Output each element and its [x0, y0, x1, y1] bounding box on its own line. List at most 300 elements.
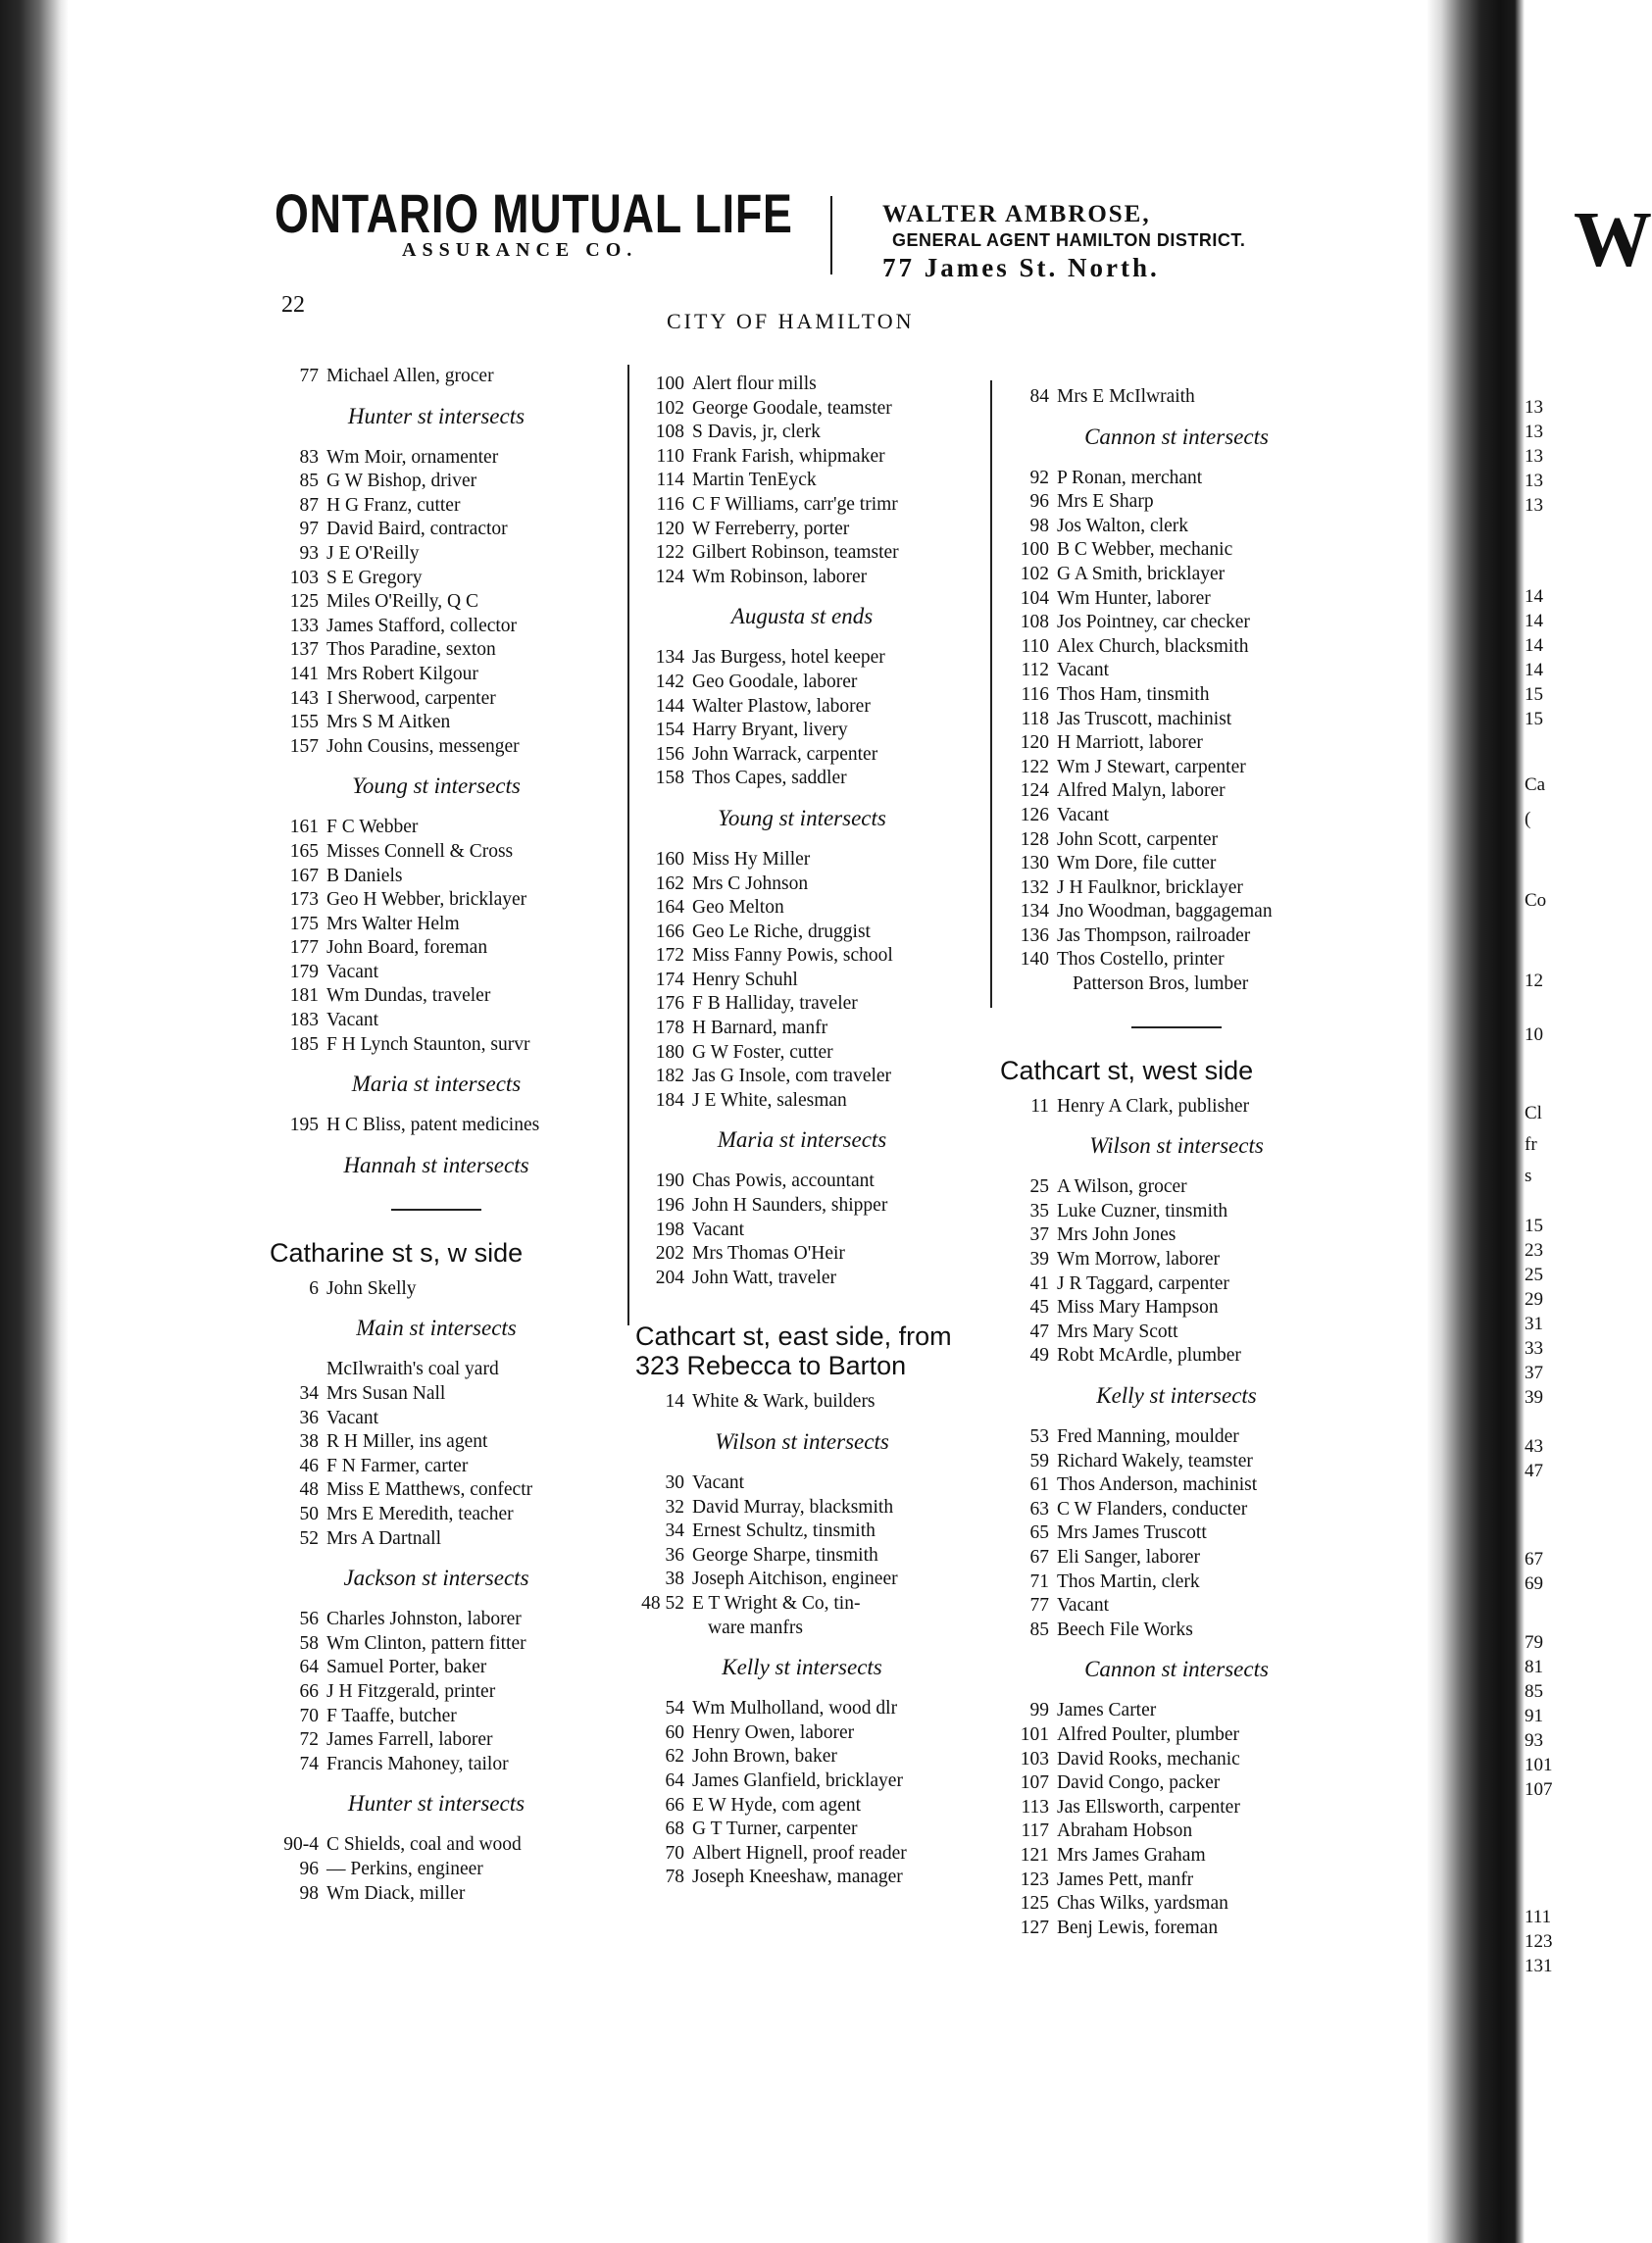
directory-entry [270, 1527, 603, 1552]
directory-entry [635, 541, 969, 566]
directory-entry [635, 1842, 969, 1867]
advert-title: ONTARIO MUTUAL LIFE [275, 182, 793, 244]
directory-entry [1000, 1498, 1353, 1522]
resident-name: Vacant [1057, 660, 1110, 681]
house-number: 65 [1029, 1522, 1049, 1544]
resident-name: Abraham Hobson [1057, 1820, 1193, 1842]
resident-name: David Congo, packer [1057, 1772, 1221, 1794]
directory-entry [635, 969, 969, 993]
house-number: 164 [655, 897, 684, 919]
house-number: 6 [309, 1277, 319, 1299]
resident-name: Chas Powis, accountant [692, 1171, 875, 1192]
house-number: 87 [299, 494, 319, 516]
house-number: 34 [299, 1383, 319, 1405]
directory-entry [270, 365, 603, 389]
resident-name: J E White, salesman [692, 1089, 847, 1111]
directory-entry [270, 663, 603, 687]
house-number: 177 [289, 937, 319, 959]
directory-entry [635, 1089, 969, 1114]
adjacent-page-text: Ca [1525, 774, 1546, 795]
directory-entry [270, 840, 603, 865]
house-number: 32 [665, 1496, 684, 1518]
house-number: 68 [665, 1819, 684, 1840]
resident-name: Geo Le Riche, druggist [692, 921, 871, 942]
directory-entry [635, 1242, 969, 1267]
house-number: 154 [655, 720, 684, 741]
directory-entry [270, 1114, 603, 1138]
street-heading: Cathcart st, west side [1000, 1055, 1254, 1085]
directory-entry [270, 735, 603, 760]
resident-name: Fred Manning, moulder [1057, 1426, 1239, 1447]
house-number: 100 [1020, 539, 1049, 561]
directory-entry [1000, 948, 1353, 972]
adjacent-page-text: 131 [1525, 1956, 1553, 1976]
house-number: 110 [656, 445, 684, 467]
spacer [635, 1290, 969, 1314]
adjacent-page-text: 15 [1525, 684, 1543, 705]
directory-entry [1000, 1450, 1353, 1474]
house-number: 77 [299, 366, 319, 386]
directory-entry [1000, 683, 1353, 708]
resident-name: Henry Owen, laborer [692, 1721, 855, 1743]
house-number: 142 [655, 671, 684, 692]
resident-name: Thos Paradine, sexton [326, 639, 496, 661]
house-number: 133 [289, 615, 319, 636]
directory-entry [1000, 467, 1353, 491]
directory-entry [1000, 1344, 1353, 1369]
resident-name: Richard Wakely, teamster [1057, 1450, 1253, 1471]
resident-name: Benj Lewis, foreman [1057, 1917, 1219, 1938]
resident-name: H C Bliss, patent medicines [326, 1115, 540, 1136]
directory-entry [1000, 852, 1353, 876]
house-number: 118 [1021, 708, 1049, 729]
directory-entry [635, 1592, 969, 1617]
intersection-heading: Young st intersects [718, 805, 886, 830]
directory-entry [635, 1818, 969, 1842]
directory-entry [635, 671, 969, 695]
house-number: 122 [1020, 756, 1049, 777]
directory-entry [270, 936, 603, 961]
directory-entry [1000, 563, 1353, 587]
house-number: 165 [289, 840, 319, 862]
adjacent-page-text: 43 [1525, 1436, 1543, 1457]
directory-entry [1000, 611, 1353, 635]
house-number: 134 [1020, 901, 1049, 922]
directory-entry [635, 646, 969, 671]
resident-name: Mrs Susan Nall [326, 1383, 446, 1405]
directory-entry [635, 1769, 969, 1794]
directory-entry [1000, 1619, 1353, 1643]
directory-entry [270, 1728, 603, 1753]
house-number: 52 [299, 1527, 319, 1549]
intersection-heading: Maria st intersects [717, 1127, 887, 1153]
directory-entry [1000, 1272, 1353, 1297]
house-number: 173 [289, 889, 319, 911]
house-number: 64 [665, 1769, 684, 1791]
directory-entry [635, 397, 969, 422]
house-number: 49 [1029, 1345, 1049, 1367]
intersection-heading: Main st intersects [356, 1316, 517, 1341]
house-number: 93 [299, 542, 319, 564]
adjacent-page-text: 67 [1525, 1549, 1543, 1570]
directory-entry [635, 1471, 969, 1496]
directory-entry [1000, 538, 1353, 563]
resident-name: Samuel Porter, baker [326, 1657, 487, 1678]
resident-name: Mrs John Jones [1057, 1224, 1176, 1246]
directory-entry [270, 567, 603, 591]
house-number: 125 [1020, 1893, 1049, 1915]
adjacent-page-text: 47 [1525, 1461, 1543, 1481]
adjacent-page-text: 107 [1525, 1779, 1553, 1800]
directory-entry [270, 1608, 603, 1632]
house-number: 101 [1020, 1723, 1049, 1745]
house-number: 92 [1029, 467, 1049, 488]
house-number: 54 [665, 1698, 684, 1720]
house-number: 46 [299, 1455, 319, 1476]
adjacent-page-text: 25 [1525, 1265, 1543, 1285]
adjacent-page-text: 14 [1525, 660, 1543, 680]
adjacent-page-text: 33 [1525, 1338, 1543, 1359]
directory-entry [1000, 1521, 1353, 1546]
resident-name: F H Lynch Staunton, survr [326, 1033, 530, 1055]
resident-name: I Sherwood, carpenter [326, 687, 496, 709]
resident-name: John Warrack, carpenter [692, 743, 878, 765]
section-rule [1131, 1026, 1222, 1028]
directory-entry [1000, 876, 1353, 901]
house-number: 107 [1020, 1772, 1049, 1794]
intersection-heading: Hunter st intersects [347, 403, 526, 428]
resident-name: John Skelly [326, 1277, 417, 1299]
house-number: 41 [1029, 1272, 1049, 1294]
directory-entry [1000, 731, 1353, 756]
directory-entry [635, 1745, 969, 1769]
house-number: 72 [299, 1729, 319, 1751]
house-number: 67 [1029, 1546, 1049, 1568]
directory-entry [270, 984, 603, 1009]
resident-name: Jos Pointney, car checker [1057, 612, 1250, 633]
house-number: 181 [289, 985, 319, 1007]
resident-name: Mrs A Dartnall [326, 1527, 441, 1549]
house-number: 202 [655, 1243, 684, 1265]
directory-entry [1000, 1296, 1353, 1321]
resident-name: J H Fitzgerald, printer [326, 1680, 496, 1702]
directory-entry [635, 848, 969, 872]
resident-name: Thos Costello, printer [1057, 949, 1225, 971]
directory-entry [1000, 1425, 1353, 1450]
directory-entry [1000, 1892, 1353, 1917]
directory-entry [635, 1390, 969, 1415]
house-number: 102 [655, 397, 684, 419]
house-number: 182 [655, 1066, 684, 1087]
house-number: 103 [1020, 1748, 1049, 1769]
adjacent-page-text: 23 [1525, 1240, 1543, 1261]
intersection-heading: Young st intersects [352, 773, 521, 799]
adjacent-page-text: 93 [1525, 1730, 1543, 1751]
house-number: 162 [655, 872, 684, 894]
resident-name: Wm Dundas, traveler [326, 985, 491, 1007]
resident-name: Alfred Poulter, plumber [1057, 1723, 1240, 1745]
house-number: 85 [1029, 1619, 1049, 1640]
house-number: 97 [299, 519, 319, 540]
house-number: 25 [1029, 1176, 1049, 1198]
house-number [1000, 972, 1057, 997]
house-number: 124 [1020, 780, 1049, 802]
adjacent-page-text: s [1525, 1166, 1532, 1186]
directory-entry [635, 1065, 969, 1089]
directory-entry [270, 1656, 603, 1680]
house-number: 63 [1029, 1498, 1049, 1520]
house-number: 185 [289, 1033, 319, 1055]
resident-name: Michael Allen, grocer [326, 366, 494, 386]
resident-name: Martin TenEyck [692, 470, 817, 491]
house-number: 137 [289, 639, 319, 661]
resident-name: Wm Morrow, laborer [1057, 1249, 1221, 1271]
directory-entry [635, 1794, 969, 1819]
house-number: 126 [1020, 804, 1049, 825]
resident-name: Vacant [326, 1010, 379, 1031]
house-number: 48 52 [641, 1592, 684, 1614]
house-number: 161 [289, 817, 319, 838]
resident-name: James Carter [1057, 1700, 1157, 1721]
directory-entry [635, 1041, 969, 1066]
resident-name: George Goodale, teamster [692, 397, 892, 419]
house-number: 113 [1021, 1796, 1049, 1818]
resident-name: C Shields, coal and wood [326, 1834, 522, 1856]
intersection-heading: Kelly st intersects [722, 1655, 882, 1680]
resident-name: Patterson Bros, lumber [1073, 973, 1249, 995]
house-number: 100 [655, 374, 684, 394]
intersection-heading: Cannon st intersects [1084, 1657, 1269, 1682]
adjacent-page-text: 31 [1525, 1314, 1543, 1334]
intersection-heading: Cannon st intersects [1084, 424, 1269, 449]
directory-entry-continuation [635, 1617, 969, 1641]
directory-entry [1000, 659, 1353, 683]
resident-name: Mrs E McIlwraith [1057, 386, 1195, 407]
resident-name: Mrs Mary Scott [1057, 1321, 1178, 1342]
house-number: 156 [655, 743, 684, 765]
resident-name: Alfred Malyn, laborer [1057, 780, 1226, 802]
adjacent-page-text: 15 [1525, 709, 1543, 729]
resident-name: A Wilson, grocer [1057, 1176, 1187, 1198]
resident-name: H Marriott, laborer [1057, 732, 1203, 754]
resident-name: F Taaffe, butcher [326, 1705, 457, 1726]
house-number: 123 [1020, 1869, 1049, 1890]
resident-name: Eli Sanger, laborer [1057, 1546, 1200, 1568]
house-number: 47 [1029, 1321, 1049, 1342]
adjacent-page-text: 69 [1525, 1573, 1543, 1594]
resident-name: McIlwraith's coal yard [326, 1359, 499, 1380]
resident-name: Miss Fanny Powis, school [692, 945, 893, 967]
resident-name: Mrs E Meredith, teacher [326, 1504, 514, 1524]
adjacent-page-text: 39 [1525, 1387, 1543, 1408]
intersection-heading: Hannah st intersects [343, 1152, 529, 1177]
resident-name: Henry A Clark, publisher [1057, 1095, 1250, 1117]
resident-name: Walter Plastow, laborer [692, 695, 871, 717]
directory-entry [635, 872, 969, 897]
house-number: 99 [1029, 1700, 1049, 1721]
directory-entry [1000, 1771, 1353, 1796]
resident-name: Geo Goodale, laborer [692, 671, 858, 692]
directory-entry [635, 921, 969, 945]
resident-name: James Pett, manfr [1057, 1869, 1194, 1890]
resident-name: Geo Melton [692, 897, 784, 919]
house-number: 134 [655, 647, 684, 669]
resident-name: Joseph Aitchison, engineer [692, 1569, 898, 1590]
house-number: 48 [299, 1479, 319, 1501]
resident-name: Vacant [1057, 1595, 1110, 1617]
resident-name: C F Williams, carr'ge trimr [692, 493, 898, 515]
house-number: 77 [1029, 1595, 1049, 1617]
resident-name: B C Webber, mechanic [1057, 539, 1233, 561]
directory-entry [635, 445, 969, 470]
resident-name: Miss E Matthews, confectr [326, 1479, 533, 1501]
directory-column [270, 365, 603, 1906]
advert-left [275, 181, 824, 262]
directory-entry [635, 421, 969, 445]
directory-entry [635, 1496, 969, 1520]
page-number: 22 [281, 292, 305, 318]
directory-entry [635, 1568, 969, 1592]
adjacent-page-text: 123 [1525, 1931, 1553, 1952]
house-number: 74 [299, 1753, 319, 1774]
resident-name: Wm Robinson, laborer [692, 566, 868, 587]
advert-subtitle: ASSURANCE CO. [402, 239, 638, 261]
house-number: 14 [665, 1391, 684, 1413]
directory-entry [270, 542, 603, 567]
adjacent-page-text: ( [1525, 809, 1531, 829]
resident-name: Mrs S M Aitken [326, 712, 451, 733]
house-number: 70 [665, 1842, 684, 1864]
resident-name: Thos Capes, saddler [692, 768, 847, 789]
house-number: 195 [289, 1115, 319, 1136]
adjacent-page-text: 12 [1525, 971, 1543, 991]
resident-name: Mrs Walter Helm [326, 913, 460, 934]
directory-entry [270, 470, 603, 494]
resident-name: James Stafford, collector [326, 615, 518, 636]
directory-entry [270, 1277, 603, 1302]
resident-name: Wm Mulholland, wood dlr [692, 1698, 898, 1720]
adjacent-page-fragment [1525, 0, 1652, 2243]
directory-entry [635, 1219, 969, 1243]
house-number: 66 [299, 1680, 319, 1702]
resident-name: Mrs E Sharp [1057, 491, 1154, 513]
directory-entry [1000, 1844, 1353, 1869]
directory-entry [635, 566, 969, 590]
directory-entry [270, 446, 603, 471]
directory-column [1000, 385, 1353, 1940]
house-number: 78 [665, 1867, 684, 1888]
adjacent-page-text: fr [1525, 1134, 1537, 1155]
resident-name: Joseph Kneeshaw, manager [692, 1867, 903, 1888]
resident-name: Jas Thompson, railroader [1057, 924, 1251, 946]
resident-name: John Cousins, messenger [326, 735, 520, 757]
adjacent-page-text: 101 [1525, 1755, 1553, 1775]
resident-name: Chas Wilks, yardsman [1057, 1893, 1228, 1915]
directory-entry [1000, 1095, 1353, 1120]
house-number: 103 [289, 567, 319, 588]
directory-entry [635, 1520, 969, 1544]
resident-name: F N Farmer, carter [326, 1455, 469, 1476]
resident-name: G A Smith, bricklayer [1057, 563, 1226, 584]
house-number: 158 [655, 768, 684, 789]
directory-entry [270, 1358, 603, 1382]
resident-name: — Perkins, engineer [326, 1858, 483, 1879]
house-number: 38 [665, 1569, 684, 1590]
house-number: 53 [1029, 1426, 1049, 1447]
directory-entry [270, 1858, 603, 1882]
house-number: 85 [299, 471, 319, 492]
house-number: 180 [655, 1041, 684, 1063]
city-heading: CITY OF HAMILTON [667, 309, 915, 333]
directory-entry [1000, 490, 1353, 515]
adjacent-page-text: 13 [1525, 446, 1543, 467]
directory-entry [1000, 1570, 1353, 1595]
adjacent-page-text: 91 [1525, 1706, 1543, 1726]
resident-name: J H Faulknor, bricklayer [1057, 876, 1243, 898]
house-number: 39 [1029, 1249, 1049, 1271]
resident-name: C W Flanders, conducter [1057, 1498, 1248, 1520]
resident-name: Mrs James Truscott [1057, 1522, 1207, 1544]
directory-entry [635, 1721, 969, 1746]
house-number: 64 [299, 1657, 319, 1678]
intersection-heading: Wilson st intersects [715, 1429, 889, 1454]
house-number: 167 [289, 865, 319, 886]
resident-name: Charles Johnston, laborer [326, 1609, 522, 1630]
house-number: 66 [665, 1794, 684, 1816]
adjacent-page-text: 29 [1525, 1289, 1543, 1310]
directory-entry [270, 865, 603, 889]
directory-entry [270, 615, 603, 639]
house-number: 102 [1020, 563, 1049, 584]
house-number: 11 [1030, 1095, 1049, 1117]
resident-name: Luke Cuzner, tinsmith [1057, 1200, 1228, 1221]
directory-entry [270, 1705, 603, 1729]
adjacent-page-text: 14 [1525, 611, 1543, 631]
house-number: 70 [299, 1705, 319, 1726]
house-number: 108 [655, 422, 684, 443]
intersection-heading: Augusta st ends [730, 604, 874, 629]
resident-name: H G Franz, cutter [326, 494, 461, 516]
house-number: 144 [655, 695, 684, 717]
house-number: 62 [665, 1746, 684, 1768]
intersection-heading: Maria st intersects [351, 1072, 522, 1097]
directory-entry [270, 888, 603, 913]
resident-name: White & Wark, builders [692, 1391, 876, 1413]
directory-entry [1000, 515, 1353, 539]
resident-name: George Sharpe, tinsmith [692, 1544, 878, 1566]
resident-name: G T Turner, carpenter [692, 1819, 858, 1840]
house-number: 112 [1021, 660, 1049, 681]
resident-name: Henry Schuhl [692, 969, 798, 990]
house-number: 58 [299, 1632, 319, 1654]
directory-entry [635, 1267, 969, 1291]
adjacent-page-text: 14 [1525, 635, 1543, 656]
house-number: 71 [1029, 1570, 1049, 1592]
house-number: 174 [655, 969, 684, 990]
directory-entry [635, 944, 969, 969]
directory-entry [635, 518, 969, 542]
house-number: 98 [299, 1882, 319, 1904]
house-number: 34 [665, 1520, 684, 1542]
street-heading: Cathcart st, east side, from 323 Rebecca to Barton [635, 1321, 952, 1381]
directory-entry [1000, 1248, 1353, 1272]
directory-entry [270, 1882, 603, 1907]
adjacent-page-text: Cl [1525, 1103, 1542, 1123]
house-number: 36 [665, 1544, 684, 1566]
resident-name: F C Webber [326, 817, 419, 838]
resident-name: Frank Farish, whipmaker [692, 445, 885, 467]
directory-entry [270, 1382, 603, 1407]
